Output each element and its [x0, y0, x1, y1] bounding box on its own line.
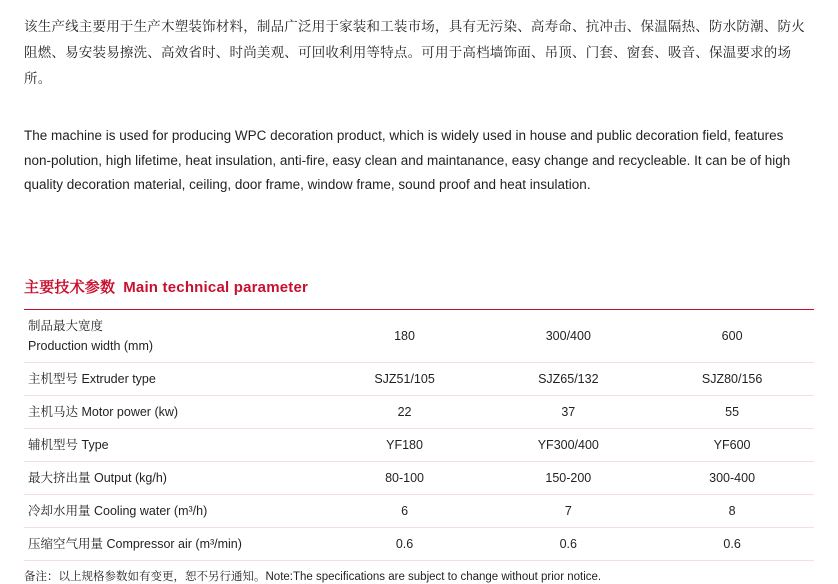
table-row	[24, 309, 814, 362]
row-value-2: 0.6	[559, 536, 577, 551]
row-value-3: 600	[721, 328, 743, 343]
table-body	[24, 309, 814, 560]
row-label-english: Cooling water (m³/h)	[94, 503, 208, 518]
row-label-chinese: 辅机型号	[28, 437, 79, 452]
row-value-3: 8	[728, 503, 736, 518]
row-value-2: 150-200	[545, 470, 592, 485]
row-value-1: 0.6	[395, 536, 414, 551]
row-label-chinese: 制品最大宽度	[28, 318, 104, 333]
row-value-3: 300-400	[709, 470, 756, 485]
table-note: 备注：以上规格参数如有变更，恕不另行通知。Note:The specifications are subject to change without prior notice.	[24, 570, 602, 583]
row-value-3: 55	[725, 404, 740, 419]
row-value-1: 22	[397, 404, 412, 419]
row-value-1: YF180	[386, 437, 423, 452]
section-title-english: Main technical parameter	[123, 278, 309, 296]
row-label-chinese: 压缩空气用量	[28, 536, 104, 551]
document-page	[0, 14, 838, 583]
row-value-2: 7	[564, 503, 572, 518]
row-value-3: YF600	[713, 437, 751, 452]
row-value-1: 6	[401, 503, 409, 518]
table-row	[24, 461, 814, 494]
row-label	[24, 428, 323, 461]
row-label-english: Output (kg/h)	[94, 470, 167, 485]
row-label	[24, 362, 323, 395]
intro-paragraph-chinese: 该生产线主要用于生产木塑装饰材料，制品广泛用于家装和工装市场，具有无污染、高寿命、抗冲击、保温隔热、防水防潮、防火阻燃、易安装易擦洗、高效省时、时尚美观、可回收利用等特点。可用于高档墙饰面、吊顶、门套、窗套、吸音、保温要求的场所。	[24, 19, 805, 86]
row-value-2: 300/400	[545, 328, 591, 343]
row-label-chinese: 主机马达	[28, 404, 79, 419]
row-label-chinese: 最大挤出量	[28, 470, 91, 485]
row-label-chinese: 主机型号	[28, 371, 79, 386]
row-value-3: SJZ80/156	[701, 371, 763, 386]
specifications-table	[24, 309, 814, 561]
table-row	[24, 494, 814, 527]
table-row	[24, 362, 814, 395]
section-title	[24, 276, 814, 297]
row-label	[24, 461, 323, 494]
row-label-english: Compressor air (m³/min)	[106, 536, 242, 551]
row-label-english: Type	[81, 437, 109, 452]
row-value-3: 0.6	[723, 536, 741, 551]
row-value-1: 180	[394, 328, 415, 343]
intro-paragraph-english: The machine is used for producing WPC decoration product, which is widely used in house and public decoration field, features non-polution, high lifetime, heat insulation, anti-fire, easy clean and maintanance, easy change and recycleable. It can be of high quality decoration material, ceiling, door frame, window frame, sound proof and heat insulation.	[24, 128, 791, 192]
row-value-1: 80-100	[385, 470, 425, 485]
row-label-chinese: 冷却水用量	[28, 503, 91, 518]
row-value-2: YF300/400	[537, 437, 599, 452]
row-label	[24, 309, 323, 362]
row-label-english: Motor power (kw)	[81, 404, 179, 419]
row-value-2: SJZ65/132	[538, 371, 599, 386]
row-label-english: Extruder type	[81, 371, 156, 386]
section-title-chinese: 主要技术参数	[24, 278, 116, 296]
row-label-english: Production width (mm)	[28, 338, 154, 353]
table-row	[24, 428, 814, 461]
row-label	[24, 395, 323, 428]
row-value-2: 37	[561, 404, 576, 419]
row-value-1: SJZ51/105	[374, 371, 435, 386]
table-row	[24, 395, 814, 428]
row-label	[24, 494, 323, 527]
